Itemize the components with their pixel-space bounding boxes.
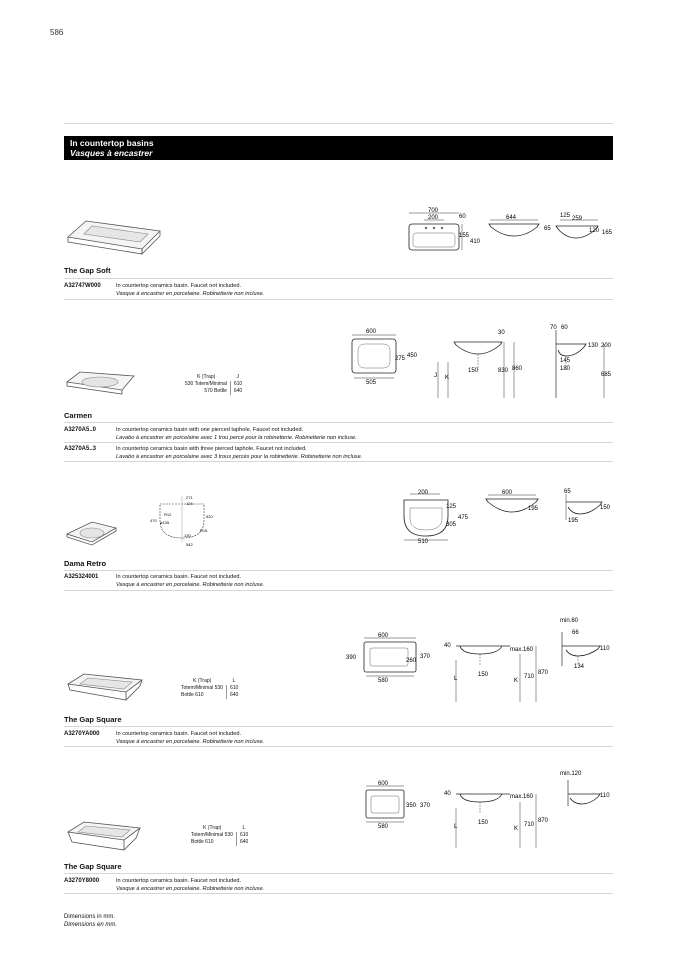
dim-label: 40 (444, 791, 451, 797)
description-en: In countertop ceramics basin with three pierced taphole. Faucet not included. (116, 446, 307, 452)
dim-label: 259 (572, 216, 583, 222)
dim-label: ø135 (160, 520, 170, 525)
cutout-template-drawing (146, 492, 216, 548)
drawing-top-view (344, 324, 420, 384)
description-en: In countertop ceramics basin with one pierced taphole. Faucet not included. (116, 427, 304, 433)
trap-table (182, 374, 245, 395)
dim-label: 271 (186, 495, 193, 500)
dim-label: 195 (568, 518, 579, 524)
drawing-section-view (542, 208, 614, 244)
table-header: K (Trap) (203, 825, 222, 831)
description-en: In countertop ceramics basin. Faucet not included. (116, 878, 241, 884)
table-cell: 570 Bottle (204, 388, 227, 394)
dim-label: 390 (346, 655, 357, 661)
dim-label: 510 (418, 539, 429, 544)
divider (64, 442, 613, 443)
description-en: In countertop ceramics basin. Faucet not included. (116, 283, 241, 289)
dim-label: 644 (506, 215, 517, 221)
drawing-section-view (556, 486, 616, 526)
dim-label: 450 (407, 353, 418, 359)
description-fr: Vasque à encastrer en porcelaine. Robinetterie non incluse. (116, 582, 265, 588)
dim-label: 30 (498, 330, 505, 336)
table-cell: Bottle 610 (191, 839, 214, 845)
dim-label: 700 (428, 208, 439, 214)
dim-label: L (454, 824, 458, 830)
product-description (116, 426, 357, 442)
drawing-section-view (440, 784, 552, 850)
table-header: K (Trap) (193, 678, 212, 684)
dim-label: K (445, 375, 450, 381)
dim-label: 475 (458, 515, 469, 521)
dim-label: 542 (186, 542, 193, 547)
table-cell: 640 (226, 692, 241, 699)
product-name: Carmen (64, 411, 92, 420)
description-en: In countertop ceramics basin. Faucet not included. (116, 574, 241, 580)
dim-label: 155 (459, 233, 470, 239)
dim-label: 710 (524, 674, 535, 680)
drawing-section-view (434, 326, 526, 400)
page-number: 586 (50, 28, 64, 37)
drawing-front-view (486, 210, 542, 240)
divider (64, 726, 613, 727)
footer-note (64, 913, 117, 929)
table-cell: Bottle 610 (181, 692, 204, 698)
trap-table (188, 825, 251, 846)
dim-label: 70 (550, 325, 557, 331)
table-cell: 610 (226, 685, 241, 692)
table-header: L (242, 825, 246, 831)
dim-label: 505 (366, 380, 377, 384)
dim-label: 180 (560, 366, 571, 372)
product-code: A3270A5..0 (64, 427, 97, 433)
dim-label: R15 (200, 528, 208, 533)
divider (64, 746, 613, 747)
dim-label: 860 (512, 366, 523, 372)
dim-label: max.160 (510, 647, 534, 653)
product-name: The Gap Square (64, 715, 122, 724)
dim-label: 110 (600, 793, 610, 799)
drawing-top-view (404, 206, 488, 256)
trap-table (178, 678, 241, 699)
table-header: L (232, 678, 236, 684)
dim-label: 150 (600, 505, 611, 511)
dim-label: 870 (538, 670, 549, 676)
table-cell: Totem/Minimal 530 (191, 832, 233, 838)
product-photo-gap-square (64, 818, 144, 854)
dim-label: 350 (406, 803, 417, 809)
dim-label: 710 (524, 822, 535, 828)
dim-label: 580 (378, 824, 389, 830)
dim-label: J (434, 373, 437, 379)
drawing-side-view (556, 614, 618, 670)
dim-label: 370 (420, 803, 431, 809)
description-fr: Lavabo à encastrer en porcelaine avec 3 trous percés pour la robinetterie. Robinetterie non incluse. (116, 454, 363, 460)
product-description (116, 445, 362, 461)
footer-fr: Dimensions en mm. (64, 922, 118, 928)
description-fr: Lavabo à encastrer en porcelaine avec 1 trou percé pour la robinetterie. Robinetterie non incluse. (116, 435, 357, 441)
dim-label: 305 (446, 522, 457, 528)
drawing-top-view (398, 486, 478, 544)
product-photo-carmen (64, 368, 138, 398)
dim-label: 65 (564, 489, 571, 495)
table-cell: 530 Totem/Minimal (185, 381, 227, 387)
dim-label: 150 (478, 672, 489, 678)
divider (64, 278, 613, 279)
dim-label: 150 (468, 368, 479, 374)
product-description (116, 573, 264, 589)
drawing-side-view (548, 320, 618, 400)
dim-label: 580 (378, 678, 389, 684)
drawing-side-view (556, 766, 618, 810)
dim-label: min.60 (560, 618, 579, 624)
product-photo-gap-soft (64, 215, 164, 260)
description-fr: Vasque à encastrer en porcelaine. Robinetterie non incluse. (116, 886, 265, 892)
product-photo-gap-square (64, 670, 146, 704)
product-code: A3270A5..3 (64, 446, 97, 452)
dim-label: 600 (366, 329, 377, 335)
section-title-fr: Vasques à encastrer (70, 148, 153, 158)
table-cell: 610 (236, 832, 251, 839)
product-name: Dama Retro (64, 559, 107, 568)
dim-label: 520 (206, 514, 213, 519)
product-code: A32747W000 (64, 283, 101, 289)
section-title-en: In countertop basins (70, 138, 154, 148)
divider (64, 422, 613, 423)
table-cell: 610 (230, 381, 245, 388)
dim-label: 370 (420, 654, 431, 660)
drawing-top-view (360, 776, 436, 832)
divider (64, 590, 613, 591)
description-fr: Vasque à encastrer en porcelaine. Robinetterie non incluse. (116, 739, 265, 745)
product-code: A3270Y8000 (64, 878, 100, 884)
table-cell: 640 (236, 839, 251, 846)
dim-label: 260 (406, 658, 417, 664)
dim-label: 125 (560, 213, 571, 219)
dim-label: 600 (502, 490, 513, 496)
dim-label: 275 (395, 356, 406, 362)
divider (64, 873, 613, 874)
dim-label: 60 (561, 325, 568, 331)
dim-label: K (514, 678, 519, 684)
dim-label: 870 (538, 818, 549, 824)
dim-label: 830 (498, 368, 509, 374)
dim-label: 200 (418, 490, 429, 496)
divider (64, 461, 613, 462)
dim-label: R12 (164, 512, 172, 517)
dim-label: L (454, 676, 458, 682)
dim-label: 145 (560, 358, 571, 364)
divider (64, 123, 613, 124)
dim-label: 65 (544, 226, 551, 232)
drawing-front-view (484, 486, 544, 518)
product-photo-dama-retro (64, 518, 120, 546)
dim-label: 165 (602, 230, 613, 236)
product-name: The Gap Soft (64, 266, 111, 275)
dim-label: 130 (184, 533, 191, 538)
dim-label: 410 (470, 239, 481, 245)
table-cell: 640 (230, 388, 245, 395)
table-header: J (236, 374, 240, 380)
dim-label: 134 (574, 664, 585, 670)
product-description (116, 877, 264, 893)
dim-label: 120 (589, 228, 600, 234)
table-header: K (Trap) (197, 374, 216, 380)
section-header (64, 136, 613, 160)
dim-label: 125 (446, 504, 457, 510)
product-name: The Gap Square (64, 862, 122, 871)
dim-label: 200 (428, 215, 439, 221)
dim-label: K (514, 826, 519, 832)
dim-label: min.120 (560, 771, 582, 777)
dim-label: max.160 (510, 794, 534, 800)
dim-label: 600 (378, 781, 389, 787)
product-code: A325324001 (64, 574, 99, 580)
dim-label: 110 (600, 646, 610, 652)
product-description (116, 730, 264, 746)
dim-label: 200 (601, 343, 612, 349)
description-en: In countertop ceramics basin. Faucet not included. (116, 731, 241, 737)
product-code: A3270YA000 (64, 731, 100, 737)
drawing-top-view (344, 628, 436, 684)
dim-label: 130 (588, 343, 599, 349)
product-description (116, 282, 264, 298)
divider (64, 299, 613, 300)
table-cell: Totem/Minimal 530 (181, 685, 223, 691)
dim-label: 150 (478, 820, 489, 826)
footer-en: Dimensions in mm. (64, 914, 116, 920)
dim-label: 124 (186, 501, 193, 506)
dim-label: 470 (150, 518, 157, 523)
drawing-section-view (440, 634, 552, 704)
dim-label: 685 (601, 372, 612, 378)
dim-label: 60 (459, 214, 466, 220)
dim-label: 40 (444, 643, 451, 649)
dim-label: 66 (572, 630, 579, 636)
divider (64, 893, 613, 894)
dim-label: 600 (378, 633, 389, 639)
dim-label: 195 (528, 506, 539, 512)
description-fr: Vasque à encastrer en porcelaine. Robinetterie non incluse. (116, 291, 265, 297)
divider (64, 570, 613, 571)
